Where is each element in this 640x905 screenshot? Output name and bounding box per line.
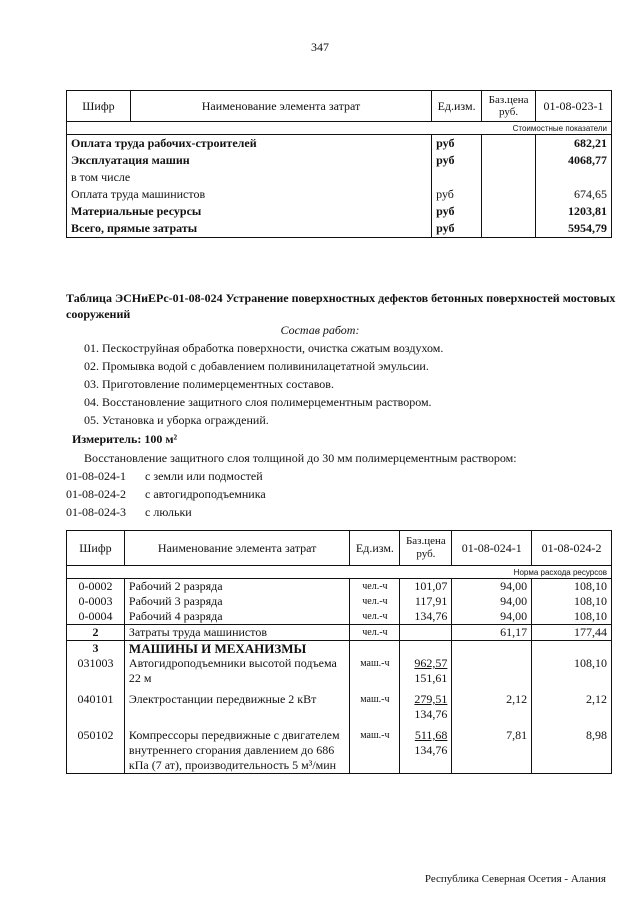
row-code: 0-0002 [67,579,125,595]
variant-code: 01-08-024-1 [66,469,126,483]
row-name: Материальные ресурсы [67,203,432,220]
row-name: Затраты труда машинистов [124,625,350,641]
row-value-2: 108,10 [532,594,612,609]
row-value: 674,65 [536,186,612,203]
row-value-2: 108,10 [532,656,612,686]
page-number: 347 [311,40,329,54]
row-code: 031003 [67,656,125,686]
header-col1: 01-08-024-1 [452,531,532,566]
row-name: Рабочий 4 разряда [124,609,350,625]
table-row [67,609,612,625]
row-value-1: 7,81 [452,722,532,774]
work-item: 04. Восстановление защитного слоя полимерцементным раствором. [84,395,432,409]
row-name: Всего, прямые затраты [67,220,432,238]
row-unit: чел.-ч [350,579,400,595]
table-row [67,152,612,169]
resource-table-024 [66,530,612,774]
variant-text: с земли или подмостей [145,469,263,483]
row-unit: маш.-ч [350,722,400,774]
table-subheader [67,566,612,579]
row-name: Эксплуатация машин [67,152,432,169]
header-code: Шифр [67,91,131,122]
row-value-1 [452,656,532,686]
table-row [67,220,612,238]
row-name: Оплата труда машинистов [67,186,432,203]
row-value-2: 8,98 [532,722,612,774]
row-price: 279,51 [414,692,448,706]
table-row [67,625,612,641]
row-value-2: 108,10 [532,609,612,625]
table-row [67,135,612,153]
row-code: 040101 [67,686,125,722]
row-value-2: 108,10 [532,579,612,595]
row-price-secondary: 134,76 [414,743,448,757]
work-item: 01. Пескоструйная обработка поверхности, очистка сжатым воздухом. [84,341,444,355]
row-price [400,625,452,641]
variant-text: с автогидроподъемника [145,487,266,501]
table-row [67,686,612,722]
row-unit: чел.-ч [350,594,400,609]
cost-table-023 [66,90,612,238]
row-value-1: 2,12 [452,686,532,722]
table-title: Таблица ЭСНиЕРс-01-08-024 Устранение поверхностных дефектов бетонных поверхностей мостовых сооружений [66,291,616,321]
row-code: 050102 [67,722,125,774]
table-header-row [67,531,612,566]
row-unit: чел.-ч [350,625,400,641]
row-code: 3 [67,641,125,657]
header-price: Баз.цена руб. [400,531,452,566]
row-name: Компрессоры передвижные с двигателем внутреннего сгорания давлением до 686 кПа (7 ат), производительность 5 м³/мин [124,722,350,774]
row-price: 101,07 [400,579,452,595]
row-unit: чел.-ч [350,609,400,625]
work-description: Восстановление защитного слоя толщиной до 30 мм полимерцементным раствором: [84,451,517,465]
row-unit: руб [432,203,482,220]
table-header-row [67,91,612,122]
row-price: 117,91 [400,594,452,609]
table-row [67,722,612,774]
table-row [67,594,612,609]
header-unit: Ед.изм. [432,91,482,122]
row-value-1: 94,00 [452,609,532,625]
row-value: 682,21 [536,135,612,153]
row-price-secondary: 151,61 [414,671,448,685]
table-row [67,641,612,657]
row-price: 962,57 [414,656,448,670]
row-name: Автогидроподъемники высотой подъема 22 м [124,656,350,686]
row-value-1: 94,00 [452,579,532,595]
row-unit: маш.-ч [350,686,400,722]
header-code: Шифр [67,531,125,566]
row-name: в том числе [67,169,432,186]
subheader-label: Стоимостные показатели [67,122,612,135]
row-price-secondary: 134,76 [414,707,448,721]
work-item: 05. Установка и уборка ограждений. [84,413,269,427]
row-code: 0-0003 [67,594,125,609]
table-subheader [67,122,612,135]
table-row [67,656,612,686]
page-footer: Республика Северная Осетия - Алания [424,873,606,885]
variant-text: с люльки [145,505,192,519]
header-name: Наименование элемента затрат [124,531,350,566]
work-item: 03. Приготовление полимерцементных составов. [84,377,334,391]
row-unit: руб [432,135,482,153]
row-value-1: 94,00 [452,594,532,609]
table-row [67,186,612,203]
work-item: 02. Промывка водой с добавлением поливинилацетатной эмульсии. [84,359,429,373]
works-heading: Состав работ: [280,323,360,337]
row-name: Электростанции передвижные 2 кВт [124,686,350,722]
table-row [67,579,612,595]
row-name: Рабочий 2 разряда [124,579,350,595]
subheader-label: Норма расхода ресурсов [67,566,612,579]
header-unit: Ед.изм. [350,531,400,566]
variant-code: 01-08-024-3 [66,505,126,519]
row-unit: руб [432,152,482,169]
header-col2: 01-08-024-2 [532,531,612,566]
header-name: Наименование элемента затрат [130,91,431,122]
variant-code: 01-08-024-2 [66,487,126,501]
row-name: Оплата труда рабочих-строителей [67,135,432,153]
row-value-2: 177,44 [532,625,612,641]
row-code: 0-0004 [67,609,125,625]
row-name: МАШИНЫ И МЕХАНИЗМЫ [124,641,350,657]
row-unit: маш.-ч [350,656,400,686]
header-price: Баз.цена руб. [482,91,536,122]
table-row [67,169,612,186]
measurement-unit: Измеритель: 100 м² [72,432,178,446]
row-value: 5954,79 [536,220,612,238]
row-value: 1203,81 [536,203,612,220]
header-col: 01-08-023-1 [536,91,612,122]
row-unit: руб [432,220,482,238]
row-unit: руб [432,186,482,203]
row-name: Рабочий 3 разряда [124,594,350,609]
table-row [67,203,612,220]
row-value-2: 2,12 [532,686,612,722]
row-price: 511,68 [414,728,448,742]
row-code: 2 [67,625,125,641]
row-value-1: 61,17 [452,625,532,641]
row-value: 4068,77 [536,152,612,169]
row-price: 134,76 [400,609,452,625]
